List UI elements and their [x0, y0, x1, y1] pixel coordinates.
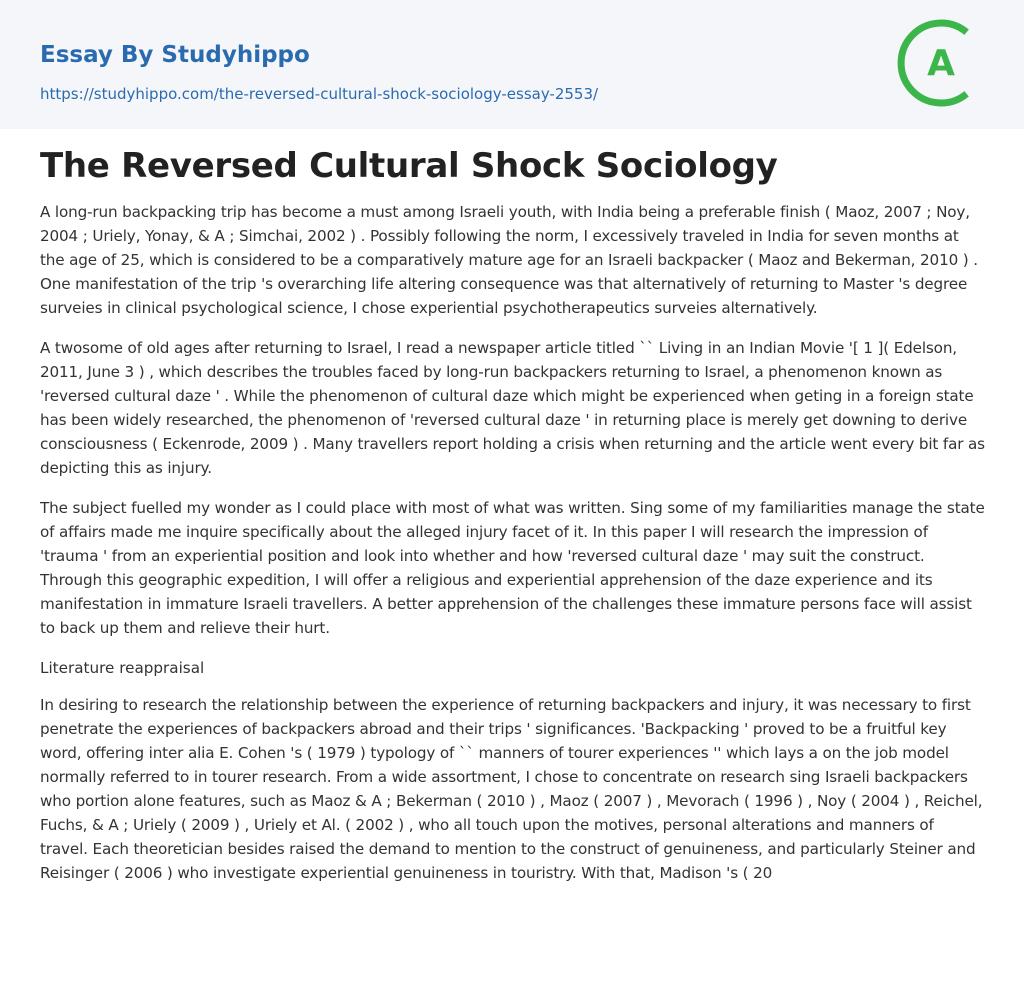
page-title: The Reversed Cultural Shock Sociology — [40, 146, 778, 186]
site-header — [0, 0, 1024, 129]
essay-body — [40, 200, 985, 901]
paragraph: A twosome of old ages after returning to Israel, I read a newspaper article titled `` Living in an Indian Movie '[ 1 ]( Edelson, 2011, June 3 ) , which describes the troubles faced by long-run backpackers returning to Israel, a phenomenon known as 'reversed cultural daze ' . While the phenomenon of cultural daze which might be experienced when geting in a foreign state has been widely researched, the phenomenon of 'reversed cultural daze ' in returning place is merely get downing to derive consciousness ( Eckenrode, 2009 ) . Many travellers report holding a crisis when returning and the article went every bit far as depicting this as injury. — [40, 339, 985, 477]
svg-text:A: A — [927, 43, 955, 84]
paragraph: A long-run backpacking trip has become a must among Israeli youth, with India being a preferable finish ( Maoz, 2007 ; Noy, 2004 ; Uriely, Yonay, & A ; Simchai, 2002 ) . Possibly following the norm, I excessively traveled in India for seven months at the age of 25, which is considered to be a comparatively mature age for an Israeli backpacker ( Maoz and Bekerman, 2010 ) . One manifestation of the trip 's overarching life altering consequence was that alternatively of returning to Master 's degree surveies in clinical psychological science, I chose experiential psychotherapeutics surveies alternatively. — [40, 203, 978, 317]
brand-title[interactable]: Essay By Studyhippo — [40, 42, 310, 68]
paragraph: In desiring to research the relationship between the experience of returning backpackers and injury, it was necessary to first penetrate the experiences of backpackers abroad and their trips ' significances. 'Backpacking ' proved to be a fruitful key word, offering inter alia E. Cohen 's ( 1979 ) typology of `` manners of tourer experiences '' which lays a on the job model normally referred to in tourer research. From a wide assortment, I chose to concentrate on research sing Israeli backpackers who portion alone features, such as Maoz & A ; Bekerman ( 2010 ) , Maoz ( 2007 ) , Mevorach ( 1996 ) , Noy ( 2004 ) , Reichel, Fuchs, & A ; Uriely ( 2009 ) , Uriely et Al. ( 2002 ) , who all touch upon the motives, personal alterations and manners of travel. Each theoretician besides raised the demand to mention to the construct of genuineness, and particularly Steiner and Reisinger ( 2006 ) who investigate experiential genuineness in touristry. With that, Madison 's ( 20 — [40, 696, 983, 882]
paragraph: The subject fuelled my wonder as I could place with most of what was written. Sing some of my familiarities manage the state of affairs made me inquire specifically about the alleged injury facet of it. In this paper I will research the impression of 'trauma ' from an experiential position and look into whether and how 'reversed cultural daze ' may suit the construct. Through this geographic expedition, I will offer a religious and experiential apprehension of the daze experience and its manifestation in immature Israeli travellers. A better apprehension of the challenges these immature persons face will assist to back up them and relieve their hurt. — [40, 499, 985, 637]
section-heading: Literature reappraisal — [40, 659, 205, 677]
studyhippo-logo-icon[interactable] — [896, 18, 986, 108]
source-url-link[interactable]: https://studyhippo.com/the-reversed-cultural-shock-sociology-essay-2553/ — [40, 85, 599, 103]
